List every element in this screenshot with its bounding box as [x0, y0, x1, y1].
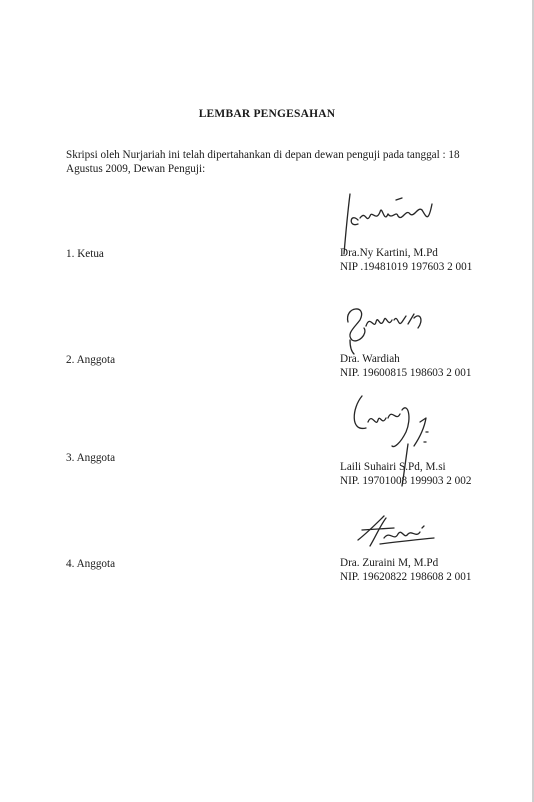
member-name-1: Dra.Ny Kartini, M.Pd: [340, 247, 438, 259]
member-nip-1: NIP .19481019 197603 2 001: [340, 261, 473, 273]
member-name-3: Laili Suhairi S.Pd, M.si: [340, 461, 446, 473]
member-3: [340, 460, 471, 488]
member-1: [340, 246, 472, 274]
member-name-4: Dra. Zuraini M, M.Pd: [340, 557, 439, 569]
role-label-2: 2. Anggota: [66, 354, 116, 366]
role-label-3: 3. Anggota: [66, 452, 116, 464]
member-nip-4: NIP. 19620822 198608 2 001: [340, 571, 472, 583]
member-name-2: Dra. Wardiah: [340, 353, 400, 365]
member-nip-3: NIP. 19701008 199903 2 002: [340, 475, 472, 487]
signature-2: [340, 300, 430, 356]
role-label-1: 1. Ketua: [66, 248, 104, 260]
signature-4: [350, 512, 440, 552]
intro-paragraph: Skripsi oleh Nurjariah ini telah dipertahankan di depan dewan penguji pada tanggal : 18 Agustus 2009, Dewan Penguji:: [66, 149, 460, 175]
page-title: LEMBAR PENGESAHAN: [198, 108, 336, 120]
member-4: [340, 556, 471, 584]
member-2: [340, 352, 471, 380]
member-nip-2: NIP. 19600815 198603 2 001: [340, 367, 472, 379]
role-label-4: 4. Anggota: [66, 558, 116, 570]
